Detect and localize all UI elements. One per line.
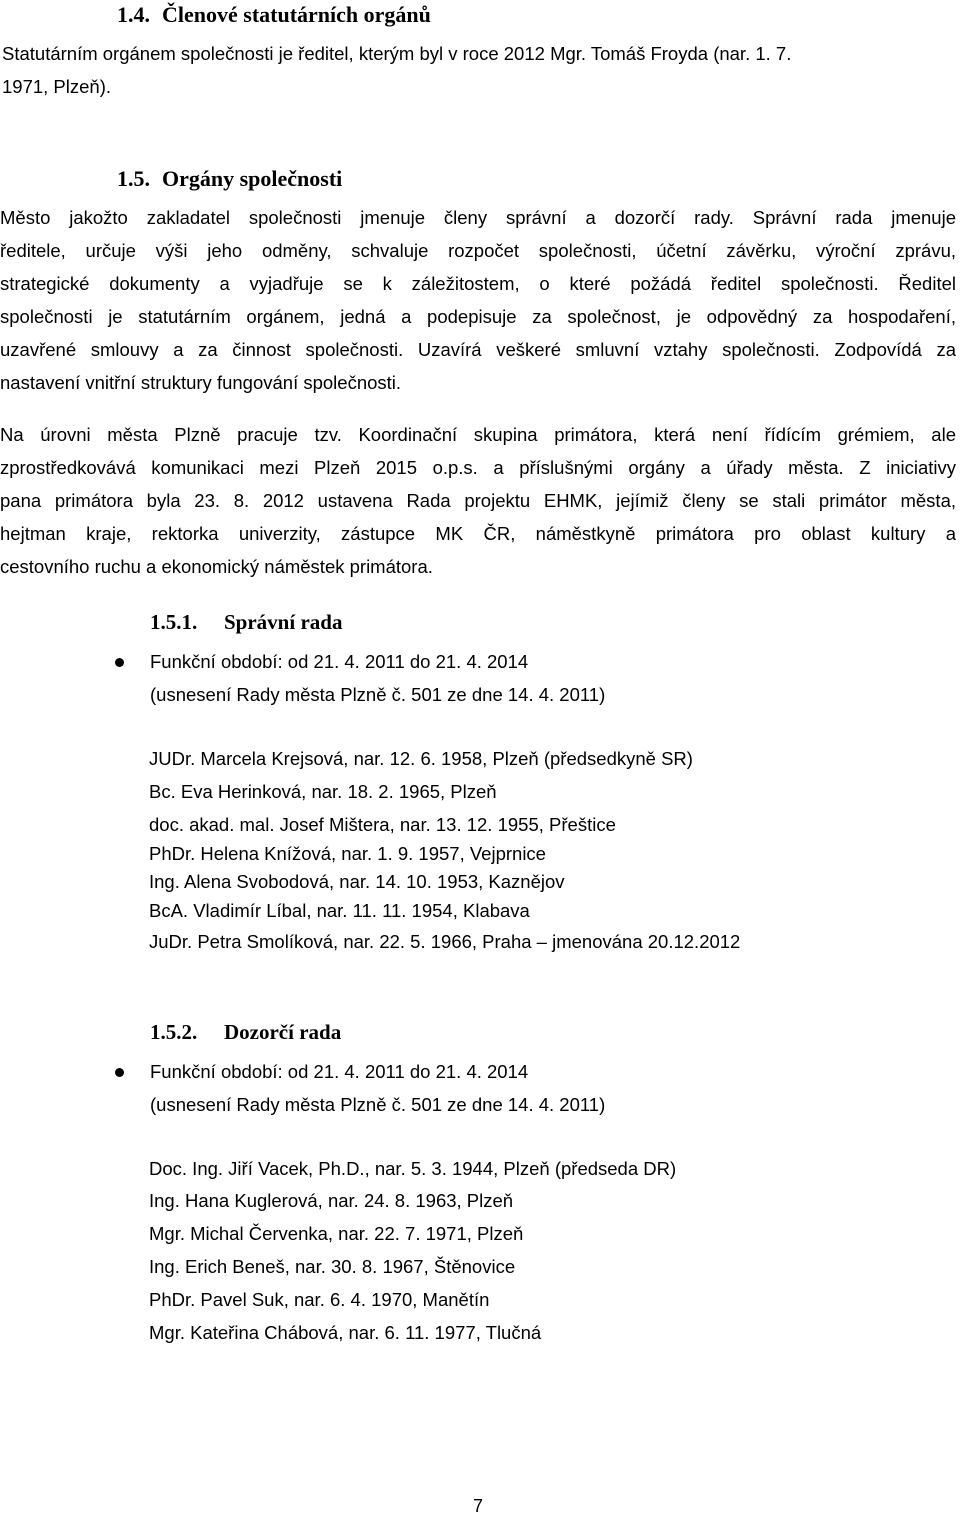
section-1-4-number: 1.4. (117, 2, 150, 27)
board-member: Doc. Ing. Jiří Vacek, Ph.D., nar. 5. 3. 1944, Plzeň (předseda DR) (149, 1158, 677, 1179)
paragraph-line: pana primátora byla 23. 8. 2012 ustavena Rada projektu EHMK, jejímiž členy se stali primátor města, (0, 490, 956, 511)
section-1-5-number: 1.5. (117, 166, 150, 191)
board-member: Mgr. Kateřina Chábová, nar. 6. 11. 1977, Tlučná (149, 1322, 542, 1343)
board-member: BcA. Vladimír Líbal, nar. 11. 11. 1954, Klabava (149, 900, 530, 921)
section-1-5-1-title: Správní rada (224, 610, 343, 634)
bullet-icon (115, 1068, 124, 1077)
resolution-line: (usnesení Rady města Plzně č. 501 ze dne 14. 4. 2011) (150, 1094, 606, 1115)
term-line: Funkční období: od 21. 4. 2011 do 21. 4. 2014 (150, 1061, 529, 1082)
page-number: 7 (473, 1496, 484, 1516)
bullet-icon (115, 658, 124, 667)
section-1-4-line: 1971, Plzeň). (2, 76, 112, 97)
paragraph-line: uzavřené smlouvy a za činnost společnosti. Uzavírá veškeré smluvní vztahy společnosti. Zodpovídá za (0, 339, 956, 360)
section-1-4-line: Statutárním orgánem společnosti je ředitel, kterým byl v roce 2012 Mgr. Tomáš Froyda (nar. 1. 7. (2, 43, 792, 64)
paragraph-line: společnosti je statutárním orgánem, jedná a podepisuje za společnost, je odpovědný za hospodaření, (0, 306, 956, 327)
section-1-5-2-number: 1.5.2. (150, 1020, 198, 1044)
paragraph-line: ředitele, určuje výši jeho odměny, schvaluje rozpočet společnosti, účetní závěrku, výroční zprávu, (0, 240, 956, 261)
resolution-line: (usnesení Rady města Plzně č. 501 ze dne 14. 4. 2011) (150, 684, 606, 705)
board-member: JuDr. Petra Smolíková, nar. 22. 5. 1966, Praha – jmenována 20.12.2012 (149, 931, 741, 952)
section-1-4-title: Členové statutárních orgánů (162, 2, 431, 27)
board-member: Ing. Alena Svobodová, nar. 14. 10. 1953, Kaznějov (149, 871, 565, 892)
section-1-5-2-title: Dozorčí rada (224, 1020, 342, 1044)
board-member: JUDr. Marcela Krejsová, nar. 12. 6. 1958, Plzeň (předsedkyně SR) (149, 748, 693, 769)
paragraph-line: cestovního ruchu a ekonomický náměstek primátora. (0, 556, 433, 577)
board-member: doc. akad. mal. Josef Mištera, nar. 13. 12. 1955, Přeštice (149, 814, 616, 835)
board-member: PhDr. Pavel Suk, nar. 6. 4. 1970, Manětín (149, 1289, 490, 1310)
paragraph-line: zprostředkovává komunikaci mezi Plzeň 2015 o.p.s. a příslušnými orgány a úřady města. Z iniciativy (0, 457, 956, 478)
board-member: Ing. Hana Kuglerová, nar. 24. 8. 1963, Plzeň (149, 1190, 514, 1211)
section-1-5-title: Orgány společnosti (162, 166, 343, 191)
section-1-5-1-number: 1.5.1. (150, 610, 198, 634)
paragraph-line: nastavení vnitřní struktury fungování společnosti. (0, 372, 402, 393)
board-member: Bc. Eva Herinková, nar. 18. 2. 1965, Plzeň (149, 781, 497, 802)
paragraph-line: Město jakožto zakladatel společnosti jmenuje členy správní a dozorčí rady. Správní rada jmenuje (0, 207, 956, 228)
paragraph-line: strategické dokumenty a vyjadřuje se k záležitostem, o které požádá ředitel společnosti. Ředitel (0, 273, 956, 294)
board-member: Mgr. Michal Červenka, nar. 22. 7. 1971, Plzeň (149, 1223, 524, 1244)
paragraph-line: hejtman kraje, rektorka univerzity, zástupce MK ČR, náměstkyně primátora pro oblast kultury a (0, 523, 956, 544)
board-member: PhDr. Helena Knížová, nar. 1. 9. 1957, Vejprnice (149, 843, 546, 864)
term-line: Funkční období: od 21. 4. 2011 do 21. 4. 2014 (150, 651, 529, 672)
board-member: Ing. Erich Beneš, nar. 30. 8. 1967, Štěnovice (149, 1256, 516, 1277)
paragraph-line: Na úrovni města Plzně pracuje tzv. Koordinační skupina primátora, která není řídícím grémiem, ale (0, 424, 956, 445)
